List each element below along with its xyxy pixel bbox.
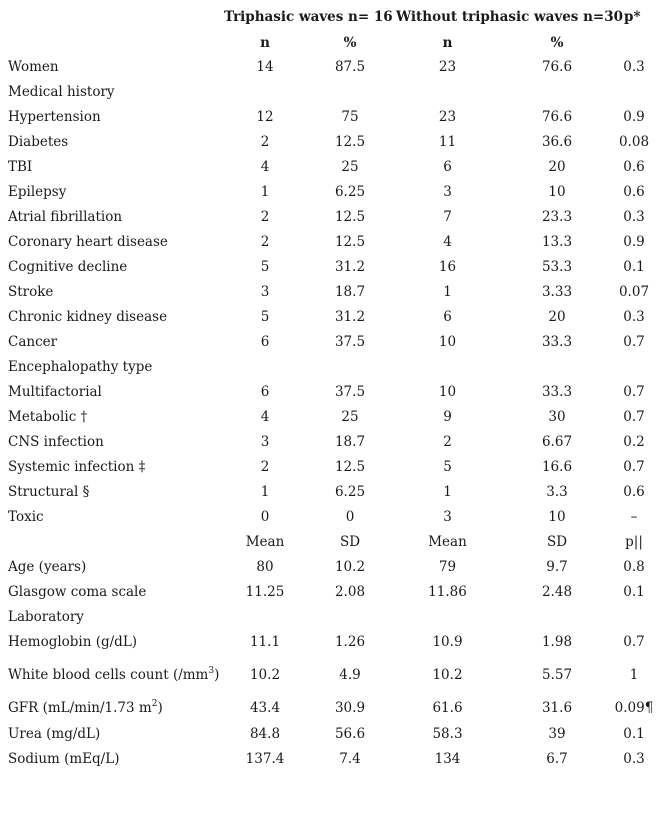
value-cell-c1: 1 xyxy=(260,184,270,200)
value-cell-c4 xyxy=(512,80,602,105)
value-cell-c2: 12.5 xyxy=(334,134,366,150)
value-cell-c1: 11.1 xyxy=(249,634,281,650)
pct-header-2: % xyxy=(550,35,564,51)
value-cell-c3: 1 xyxy=(443,284,452,300)
value-cell-c2: 31.2 xyxy=(334,309,366,325)
value-cell-c4: 36.6 xyxy=(541,134,573,150)
row-label xyxy=(8,405,87,430)
value-cell-c2: 1.26 xyxy=(334,634,366,650)
p-value-cell: 0.6 xyxy=(623,484,645,500)
p-value-cell: 0.2 xyxy=(623,434,645,450)
row-label-text: GFR (mL/min/1.73 m xyxy=(8,700,152,716)
value-cell-c1: 3 xyxy=(260,284,270,300)
table-row xyxy=(0,55,663,80)
value-cell-c4: 6.7 xyxy=(546,751,568,767)
value-cell-c2: 10.2 xyxy=(334,559,366,575)
row-label xyxy=(8,180,66,205)
row-label xyxy=(8,480,89,505)
value-cell-c1: 6 xyxy=(260,334,270,350)
value-cell-c1: 11.25 xyxy=(245,584,285,600)
row-label xyxy=(8,305,167,330)
value-cell-c4: 3.33 xyxy=(541,284,573,300)
value-cell-c3: 134 xyxy=(434,751,461,767)
p-value-cell: p|| xyxy=(625,534,643,550)
row-label xyxy=(8,280,53,305)
p-value-cell: 0.6 xyxy=(623,159,645,175)
value-cell-c1: 2 xyxy=(260,209,270,225)
value-cell-c4: 6.67 xyxy=(541,434,573,450)
table-row xyxy=(0,105,663,130)
p-value-cell: 0.7 xyxy=(623,409,645,425)
value-cell-c3: 6 xyxy=(443,309,452,325)
row-label-text: Coronary heart disease xyxy=(8,234,168,250)
p-value-cell: 0.9 xyxy=(623,109,645,125)
table-row xyxy=(0,330,663,355)
row-label-superscript: 3 xyxy=(208,665,215,676)
value-cell-c4: 33.3 xyxy=(541,384,573,400)
value-cell-c1: 4 xyxy=(260,409,270,425)
value-cell-c1: 2 xyxy=(260,459,270,475)
row-label-text: Toxic xyxy=(8,509,44,525)
p-value-cell: 0.1 xyxy=(623,584,645,600)
value-cell-c2: 87.5 xyxy=(334,59,366,75)
value-cell-c3: 58.3 xyxy=(432,726,463,742)
row-label-suffix: ) xyxy=(157,700,163,716)
value-cell-c2: 30.9 xyxy=(334,700,366,716)
value-cell-c1: 5 xyxy=(260,309,270,325)
value-cell-c4: 20 xyxy=(548,309,566,325)
value-cell-c3: 61.6 xyxy=(432,700,463,716)
row-label xyxy=(8,630,137,655)
value-cell-c3: 11.86 xyxy=(428,584,467,600)
p-value-header: p* xyxy=(624,9,641,25)
value-cell-c4: 3.3 xyxy=(546,484,568,500)
row-label xyxy=(8,255,127,280)
row-label-suffix: ) xyxy=(214,667,220,683)
table-row xyxy=(0,305,663,330)
value-cell-c2: 7.4 xyxy=(339,751,361,767)
row-label-text: Sodium (mEq/L) xyxy=(8,751,120,767)
row-label xyxy=(8,380,102,405)
p-value-cell: 0.7 xyxy=(623,334,645,350)
p-value-cell: 0.7 xyxy=(623,634,645,650)
p-value-cell: 0.08 xyxy=(618,134,650,150)
value-cell-c1: 80 xyxy=(256,559,274,575)
value-cell-c1: 2 xyxy=(260,234,270,250)
row-label-text: Medical history xyxy=(8,84,115,100)
value-cell-c2: 37.5 xyxy=(334,334,366,350)
value-cell-c2: 25 xyxy=(341,409,359,425)
table-row xyxy=(0,280,663,305)
value-cell-c2: SD xyxy=(339,534,361,550)
value-cell-c2: 2.08 xyxy=(334,584,366,600)
table-row xyxy=(0,747,663,772)
row-label xyxy=(8,105,101,130)
row-label xyxy=(8,663,219,688)
value-cell-c3: 23 xyxy=(438,109,457,125)
p-value-cell xyxy=(605,355,663,380)
value-cell-c4: 16.6 xyxy=(541,459,573,475)
row-label-text: Epilepsy xyxy=(8,184,67,200)
row-label xyxy=(8,355,152,380)
row-label-text: Chronic kidney disease xyxy=(8,309,168,325)
p-value-cell xyxy=(605,605,663,630)
table-row xyxy=(0,605,663,630)
value-cell-c3: 11 xyxy=(438,134,457,150)
row-label-text: Multifactorial xyxy=(8,384,102,400)
value-cell-c4: 30 xyxy=(548,409,566,425)
value-cell-c3 xyxy=(400,605,495,630)
n-header-2: n xyxy=(442,35,453,51)
row-label-text: Encephalopathy type xyxy=(8,359,153,375)
value-cell-c1: 14 xyxy=(256,59,274,75)
value-cell-c4 xyxy=(512,605,602,630)
table-row xyxy=(0,530,663,555)
row-label xyxy=(8,55,59,80)
value-cell-c3 xyxy=(400,80,495,105)
value-cell-c2 xyxy=(305,605,395,630)
value-cell-c4: 13.3 xyxy=(541,234,573,250)
value-cell-c2: 31.2 xyxy=(334,259,366,275)
value-cell-c3: 6 xyxy=(443,159,452,175)
value-cell-c3 xyxy=(400,355,495,380)
value-cell-c3: 16 xyxy=(438,259,457,275)
row-label xyxy=(8,430,104,455)
value-cell-c3: 79 xyxy=(438,559,457,575)
row-label-text: Women xyxy=(8,59,59,75)
value-cell-c1 xyxy=(220,80,310,105)
table-row xyxy=(0,380,663,405)
table-row xyxy=(0,580,663,605)
row-label xyxy=(8,580,146,605)
value-cell-c3: 9 xyxy=(443,409,452,425)
value-cell-c4: 5.57 xyxy=(541,667,573,683)
table-row xyxy=(0,722,663,747)
row-label-text: Diabetes xyxy=(8,134,69,150)
value-cell-c4: 1.98 xyxy=(541,634,573,650)
value-cell-c2 xyxy=(305,355,395,380)
table-row xyxy=(0,155,663,180)
value-cell-c2: 75 xyxy=(341,109,359,125)
value-cell-c4: 23.3 xyxy=(541,209,573,225)
group2-header: Without triphasic waves n=30 xyxy=(396,9,624,25)
p-value-cell: 0.07 xyxy=(618,284,650,300)
value-cell-c3: 10 xyxy=(438,334,457,350)
table-row xyxy=(0,430,663,455)
row-label xyxy=(8,505,44,530)
value-cell-c4: 33.3 xyxy=(541,334,573,350)
table-row xyxy=(0,663,663,688)
value-cell-c4: 53.3 xyxy=(541,259,573,275)
row-label-text: Stroke xyxy=(8,284,54,300)
row-label xyxy=(8,696,163,721)
row-label xyxy=(8,455,145,480)
row-label xyxy=(8,205,122,230)
row-label-text: Systemic infection ‡ xyxy=(8,459,146,475)
table-row xyxy=(0,455,663,480)
value-cell-c3: 2 xyxy=(443,434,452,450)
value-cell-c1: 84.8 xyxy=(249,726,281,742)
table-row xyxy=(0,180,663,205)
row-label-text: Hypertension xyxy=(8,109,101,125)
value-cell-c3: 5 xyxy=(443,459,452,475)
row-label-text: Laboratory xyxy=(8,609,84,625)
row-label xyxy=(8,722,100,747)
value-cell-c4: 2.48 xyxy=(541,584,573,600)
table-row xyxy=(0,130,663,155)
table-row xyxy=(0,230,663,255)
row-label xyxy=(8,130,68,155)
value-cell-c4: 20 xyxy=(548,159,566,175)
value-cell-c3: 10.2 xyxy=(432,667,463,683)
row-label-text: Cancer xyxy=(8,334,58,350)
value-cell-c1: 43.4 xyxy=(249,700,281,716)
value-cell-c3: 10 xyxy=(438,384,457,400)
p-value-cell: 0.3 xyxy=(623,751,645,767)
row-label-text: Metabolic † xyxy=(8,409,88,425)
table-row xyxy=(0,205,663,230)
value-cell-c1: 5 xyxy=(260,259,270,275)
value-cell-c3: 4 xyxy=(443,234,452,250)
table-row xyxy=(0,405,663,430)
value-cell-c1: 10.2 xyxy=(249,667,281,683)
value-cell-c1: 3 xyxy=(260,434,270,450)
row-label-text: Glasgow coma scale xyxy=(8,584,147,600)
value-cell-c2: 6.25 xyxy=(334,184,366,200)
value-cell-c1: 137.4 xyxy=(245,751,285,767)
p-value-cell xyxy=(605,80,663,105)
value-cell-c2: 12.5 xyxy=(334,209,366,225)
row-label xyxy=(8,230,168,255)
value-cell-c3: 7 xyxy=(443,209,452,225)
p-value-cell: 0.3 xyxy=(623,309,645,325)
value-cell-c1 xyxy=(220,355,310,380)
table-row xyxy=(0,696,663,721)
value-cell-c3: 1 xyxy=(443,484,452,500)
p-value-cell: 0.6 xyxy=(623,184,645,200)
table-row xyxy=(0,80,663,105)
p-value-cell: 1 xyxy=(629,667,639,683)
p-value-cell: 0.9 xyxy=(623,234,645,250)
value-cell-c4: 76.6 xyxy=(541,109,573,125)
value-cell-c1: 4 xyxy=(260,159,270,175)
value-cell-c2: 4.9 xyxy=(339,667,361,683)
row-label-text: Atrial fibrillation xyxy=(8,209,123,225)
table-row xyxy=(0,255,663,280)
p-value-cell: 0.7 xyxy=(623,384,645,400)
value-cell-c4 xyxy=(512,355,602,380)
p-value-cell: 0.3 xyxy=(623,59,645,75)
value-cell-c4: 10 xyxy=(548,509,566,525)
row-label-text: CNS infection xyxy=(8,434,104,450)
value-cell-c1: 6 xyxy=(260,384,270,400)
row-label xyxy=(8,605,84,630)
row-label-text: Hemoglobin (g/dL) xyxy=(8,634,138,650)
row-label-text: White blood cells count (/mm xyxy=(8,667,209,683)
value-cell-c2: 25 xyxy=(341,159,359,175)
value-cell-c3: 3 xyxy=(443,184,452,200)
value-cell-c1: 1 xyxy=(260,484,270,500)
row-label xyxy=(8,747,119,772)
value-cell-c1: 0 xyxy=(260,509,270,525)
table-row xyxy=(0,480,663,505)
row-label-text: Urea (mg/dL) xyxy=(8,726,101,742)
p-value-cell: 0.1 xyxy=(623,259,645,275)
p-value-cell: 0.1 xyxy=(623,726,645,742)
p-value-cell: 0.3 xyxy=(623,209,645,225)
row-label-superscript: 2 xyxy=(151,698,158,709)
value-cell-c2: 37.5 xyxy=(334,384,366,400)
p-value-cell: 0.7 xyxy=(623,459,645,475)
row-label-text: Age (years) xyxy=(8,559,87,575)
pct-header-1: % xyxy=(343,35,357,51)
value-cell-c3: 23 xyxy=(438,59,457,75)
value-cell-c2: 12.5 xyxy=(334,459,366,475)
group1-header: Triphasic waves n= 16 xyxy=(224,9,393,25)
row-label-text: TBI xyxy=(8,159,33,175)
value-cell-c4: 76.6 xyxy=(541,59,573,75)
p-value-cell: – xyxy=(630,509,638,525)
value-cell-c3: 3 xyxy=(443,509,452,525)
row-label-text: Cognitive decline xyxy=(8,259,128,275)
value-cell-c3: Mean xyxy=(428,534,467,550)
row-label xyxy=(8,330,57,355)
value-cell-c4: 31.6 xyxy=(541,700,573,716)
value-cell-c3: 10.9 xyxy=(432,634,463,650)
value-cell-c2: 0 xyxy=(345,509,355,525)
value-cell-c4: 9.7 xyxy=(546,559,568,575)
value-cell-c4: 39 xyxy=(548,726,566,742)
row-label xyxy=(8,155,32,180)
n-header-1: n xyxy=(260,35,270,51)
value-cell-c1: Mean xyxy=(245,534,285,550)
p-value-cell: 0.09¶ xyxy=(614,700,654,716)
p-value-cell: 0.8 xyxy=(623,559,645,575)
value-cell-c1: 12 xyxy=(256,109,274,125)
table-row xyxy=(0,555,663,580)
row-label xyxy=(8,80,115,105)
value-cell-c2: 18.7 xyxy=(334,284,366,300)
value-cell-c2: 12.5 xyxy=(334,234,366,250)
value-cell-c4: SD xyxy=(546,534,568,550)
table-row xyxy=(0,630,663,655)
row-label-text: Structural § xyxy=(8,484,90,500)
value-cell-c2: 56.6 xyxy=(334,726,366,742)
row-label xyxy=(8,555,86,580)
value-cell-c2: 18.7 xyxy=(334,434,366,450)
value-cell-c2 xyxy=(305,80,395,105)
value-cell-c1: 2 xyxy=(260,134,270,150)
value-cell-c2: 6.25 xyxy=(334,484,366,500)
table-row xyxy=(0,505,663,530)
value-cell-c4: 10 xyxy=(548,184,566,200)
table-row xyxy=(0,355,663,380)
value-cell-c1 xyxy=(220,605,310,630)
